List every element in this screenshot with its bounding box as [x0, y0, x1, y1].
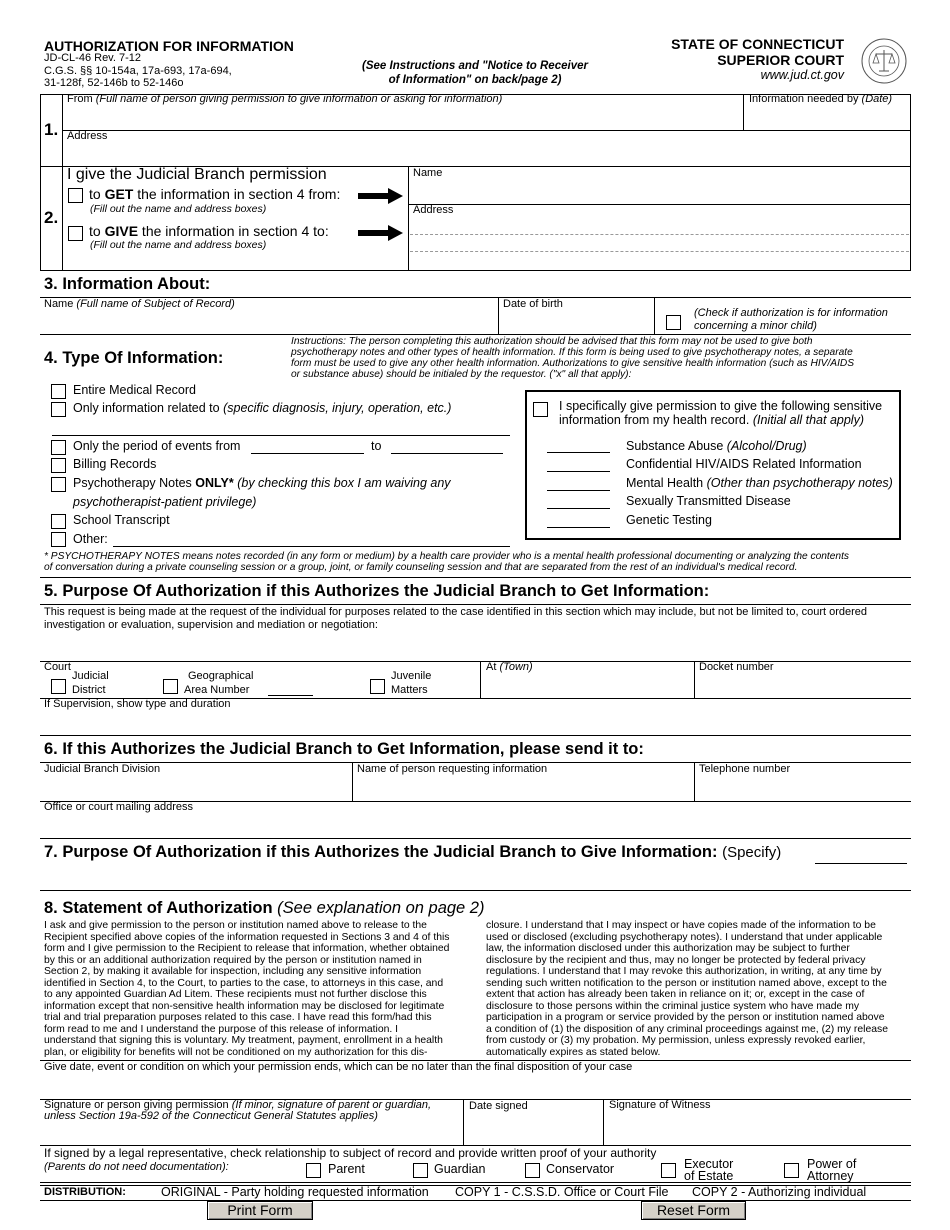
form-title: AUTHORIZATION FOR INFORMATION	[44, 38, 294, 54]
statutes-line-2: 31-128f, 52-146b to 52-146o	[44, 77, 184, 89]
executor-label-1: Executor	[684, 1157, 734, 1171]
arrow-right-icon	[358, 188, 404, 204]
school-label: School Transcript	[73, 513, 170, 527]
guardian-checkbox[interactable]	[413, 1163, 428, 1178]
section-3-title: 3. Information About:	[44, 275, 211, 293]
witness-label: Signature of Witness	[609, 1099, 711, 1111]
phone-label: Telephone number	[699, 763, 791, 775]
power-of-attorney-checkbox[interactable]	[784, 1163, 799, 1178]
sensitive-item: Sexually Transmitted Disease	[626, 494, 791, 508]
distribution-label: DISTRIBUTION:	[44, 1186, 126, 1198]
section-6-title: 6. If this Authorizes the Judicial Branch to Get Information, please send it to:	[44, 740, 644, 758]
parent-checkbox[interactable]	[306, 1163, 321, 1178]
executor-checkbox[interactable]	[661, 1163, 676, 1178]
form-number: JD-CL-46 Rev. 7-12	[44, 52, 141, 64]
poa-label-1: Power of	[807, 1157, 857, 1171]
parents-note: (Parents do not need documentation):	[44, 1161, 229, 1173]
s5-text-2: investigation or evaluation, supervision and mediation or negotiation:	[44, 619, 378, 631]
section-4-title: 4. Type Of Information:	[44, 349, 224, 367]
statutes-line-1: C.G.S. §§ 10-154a, 17a-693, 17a-694,	[44, 65, 232, 77]
executor-label-2: of Estate	[684, 1169, 734, 1183]
subject-name-label: Name (Full name of Subject of Record)	[44, 298, 235, 310]
period-to-label: to	[371, 439, 382, 453]
give-info-checkbox[interactable]	[68, 226, 83, 241]
court-label: Court	[44, 661, 71, 673]
expiration-label: Give date, event or condition on which your permission ends, which can be no later than the final disposition of your case	[44, 1061, 633, 1073]
judicial-district-checkbox[interactable]	[51, 679, 66, 694]
legal-rep-label: If signed by a legal representative, check relationship to subject of record and provide written proof of your authority	[44, 1146, 657, 1160]
sensitive-item: Substance Abuse (Alcohol/Drug)	[626, 439, 807, 453]
period-label: Only the period of events from	[73, 439, 241, 453]
judicial-district-label-2: District	[72, 684, 106, 696]
info-needed-by-label: Information needed by (Date)	[749, 93, 893, 105]
get-info-hint: (Fill out the name and address boxes)	[90, 203, 267, 215]
conservator-label: Conservator	[546, 1162, 615, 1176]
date-signed-label: Date signed	[469, 1100, 528, 1112]
footnote-2: of conversation during a private counseling session or a group, joint, or family counseling session and that are separated from the rest of an individual's medical record.	[44, 562, 798, 573]
sensitive-text-1: I specifically give permission to give the following sensitive	[559, 399, 883, 413]
judicial-district-label-1: Judicial	[72, 670, 109, 682]
section-7-title: 7. Purpose Of Authorization if this Authorizes the Judicial Branch to Give Information: (Specify)	[44, 843, 782, 861]
geographical-area-checkbox[interactable]	[163, 679, 178, 694]
s4-instructions-3: form must be used to give any other health information. Authorizations to give sensitive health information (such as HIV/AIDS	[291, 358, 855, 369]
print-form-button[interactable]: Print Form	[207, 1201, 313, 1220]
guardian-label: Guardian	[434, 1162, 486, 1176]
signature-hint: unless Section 19a-592 of the Connecticut General Statutes applies)	[44, 1110, 378, 1122]
school-checkbox[interactable]	[51, 514, 66, 529]
only-related-checkbox[interactable]	[51, 402, 66, 417]
minor-note-1: (Check if authorization is for information	[694, 307, 888, 319]
entire-record-label: Entire Medical Record	[73, 383, 196, 397]
geographical-area-label-1: Geographical	[188, 670, 254, 682]
entire-record-checkbox[interactable]	[51, 384, 66, 399]
requester-label: Name of person requesting information	[357, 763, 548, 775]
from-label: From (Full name of person giving permission to give information or asking for information)	[67, 93, 503, 105]
judicial-seal	[858, 37, 910, 85]
dob-label: Date of birth	[503, 298, 563, 310]
signature-label: Signature or person giving permission (If minor, signature of parent or guardian,	[44, 1099, 432, 1111]
juvenile-label-2: Matters	[391, 684, 428, 696]
get-info-label: to GET the information in section 4 from:	[89, 186, 341, 202]
period-checkbox[interactable]	[51, 440, 66, 455]
parent-label: Parent	[328, 1162, 365, 1176]
arrow-right-icon	[358, 225, 404, 241]
psych-notes-hint: psychotherapist-patient privilege)	[73, 495, 257, 509]
recipient-name-label: Name	[413, 167, 443, 179]
docket-label: Docket number	[699, 661, 774, 673]
only-related-label: Only information related to (specific diagnosis, injury, operation, etc.)	[73, 401, 452, 415]
s4-instructions-4: or substance abuse) should be initialed by the requestor. ("x" all that apply):	[291, 369, 632, 380]
minor-child-checkbox[interactable]	[666, 315, 681, 330]
instructions-note-1: (See Instructions and "Notice to Receiver	[362, 60, 588, 72]
footnote-1: * PSYCHOTHERAPY NOTES means notes recorded (in any form or medium) by a health care provider who is a mental health professional documenting or analyzing the contents	[44, 551, 850, 562]
supervision-label: If Supervision, show type and duration	[44, 698, 231, 710]
give-info-label: to GIVE the information in section 4 to:	[89, 223, 329, 239]
billing-label: Billing Records	[73, 457, 157, 471]
other-checkbox[interactable]	[51, 532, 66, 547]
court-name: SUPERIOR COURT	[717, 52, 844, 68]
poa-label-2: Attorney	[807, 1169, 854, 1183]
website: www.jud.ct.gov	[760, 68, 844, 82]
mailing-address-label: Office or court mailing address	[44, 801, 193, 813]
conservator-checkbox[interactable]	[525, 1163, 540, 1178]
psych-notes-label: Psychotherapy Notes ONLY* (by checking this box I am waiving any	[73, 476, 451, 490]
division-label: Judicial Branch Division	[44, 763, 161, 775]
other-label: Other:	[73, 532, 108, 546]
section-5-title: 5. Purpose Of Authorization if this Authorizes the Judicial Branch to Get Information:	[44, 582, 710, 600]
town-label: At (Town)	[486, 661, 533, 673]
distribution-copy-1: COPY 1 - C.S.S.D. Office or Court File	[455, 1185, 669, 1199]
juvenile-checkbox[interactable]	[370, 679, 385, 694]
get-info-checkbox[interactable]	[68, 188, 83, 203]
s4-instructions-2: psychotherapy notes and other types of health information. If this form is being used to give psychotherapy notes, a separate	[291, 347, 853, 358]
section-2-number: 2.	[44, 208, 59, 227]
s5-text-1: This request is being made at the request of the individual for purposes related to the case identified in this section which may include, but not be limited to, court ordered	[44, 606, 868, 618]
distribution-copy-2: COPY 2 - Authorizing individual	[692, 1185, 867, 1199]
address-label: Address	[67, 130, 108, 142]
give-info-hint: (Fill out the name and address boxes)	[90, 239, 267, 251]
billing-checkbox[interactable]	[51, 458, 66, 473]
reset-form-button[interactable]: Reset Form	[641, 1201, 746, 1220]
section-1-number: 1.	[44, 120, 59, 139]
authorization-statement-right: closure. I understand that I may inspect or have copies made of the information to be used or disclosed (excluding psychotherapy notes). I understand that under applicable law, the information disclosed under this authorization may be subject to further disclosure by the recipient and thus, may no longer be protected by federal privacy regulations. I understand that I may revoke this authorization, in writing, at any time by sending such written notification to the person or institution named above, except to the extent that action has already been taken in reliance on it; or, except in the case of disclosure to those persons within the criminal justice system who have made my participation in a program or service provided by the person or institution named above a condition of (1) the disposition of any criminal proceedings against me, (2) my release from custody or (3) my probation. My permission, unless expressly revoked earlier, automatically expires as stated below.	[486, 920, 888, 1059]
section-8-title: 8. Statement of Authorization (See explanation on page 2)	[44, 899, 485, 917]
sensitive-text-2: information from my health record. (Initial all that apply)	[559, 413, 864, 427]
juvenile-label-1: Juvenile	[391, 670, 432, 682]
sensitive-item: Confidential HIV/AIDS Related Information	[626, 457, 862, 471]
permission-intro: I give the Judicial Branch permission	[67, 166, 327, 183]
instructions-note-2: of Information" on back/page 2)	[388, 74, 562, 86]
distribution-original: ORIGINAL - Party holding requested information	[161, 1185, 429, 1199]
psych-notes-checkbox[interactable]	[51, 477, 66, 492]
s4-instructions-1: Instructions: The person completing this authorization should be advised that this form may not be used to give both	[291, 336, 813, 347]
minor-note-2: concerning a minor child)	[694, 320, 817, 332]
state-name: STATE OF CONNECTICUT	[671, 36, 844, 52]
sensitive-permission-checkbox[interactable]	[533, 402, 548, 417]
recipient-address-label: Address	[413, 204, 454, 216]
geographical-area-label-2: Area Number	[184, 684, 250, 696]
sensitive-item: Mental Health (Other than psychotherapy notes)	[626, 476, 893, 490]
sensitive-item: Genetic Testing	[626, 513, 712, 527]
authorization-statement-left: I ask and give permission to the person or institution named above to release to the Recipient specified above copies of the information requested in Sections 3 and 4 of this form and I give permission to the Recipient to release that information, whether obtained by this or an additional authorization required by the person or institution named in Section 2, by making it available for inspection, including any sensitive information identified in Section 4, to the Court, to parties to the case, to attorneys in this case, and to any appointed Guardian Ad Litem. These recipients must not further disclose this information except that non-sensitive health information may be disclosed for legitimate trial and trial preparation purposes related to this case. I have read this form/had this form read to me and I understand the purpose of this release of information. I understand that signing this is voluntary. My treatment, payment, enrollment in a health plan, or eligibility for benefits will not be conditioned on my authorization for this dis-	[44, 920, 450, 1059]
